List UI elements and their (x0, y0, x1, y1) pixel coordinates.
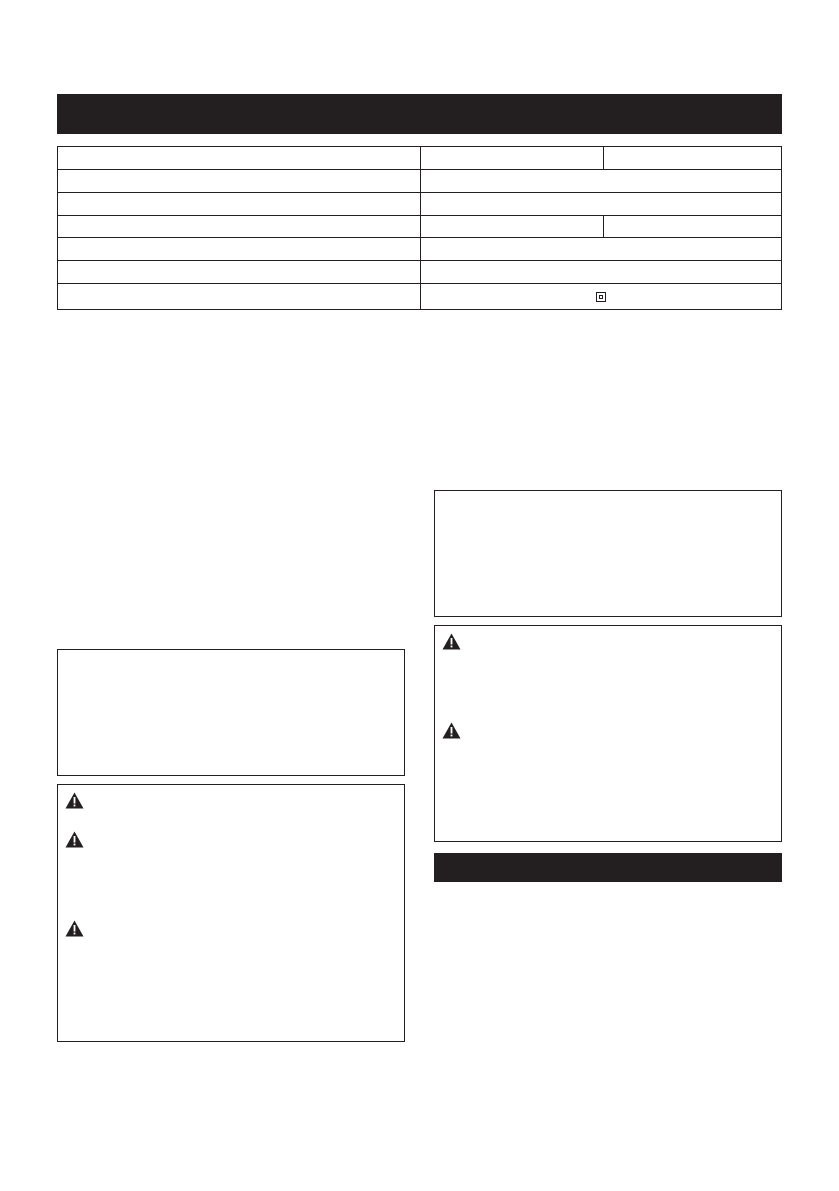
spec-value (421, 169, 782, 192)
double-insulation-icon (596, 292, 606, 302)
spec-label (58, 238, 421, 261)
table-row (58, 147, 782, 170)
spec-value-cell (421, 284, 782, 310)
warning-triangle-icon (442, 722, 461, 739)
spec-label (58, 284, 421, 310)
spec-label (58, 261, 421, 284)
section-header-bar (434, 853, 782, 882)
specification-table (57, 146, 782, 310)
right-warning-box (434, 625, 782, 842)
header-banner (57, 94, 782, 134)
right-notice-box (434, 490, 782, 617)
spec-label (58, 215, 421, 238)
warning-triangle-icon (65, 920, 84, 937)
left-notice-box (57, 649, 405, 776)
table-row (58, 238, 782, 261)
spec-value (421, 192, 782, 215)
spec-value (421, 261, 782, 284)
spec-value (604, 215, 782, 238)
spec-value (604, 147, 782, 170)
warning-triangle-icon (65, 792, 84, 809)
spec-label (58, 147, 421, 170)
table-row (58, 261, 782, 284)
spec-value (421, 238, 782, 261)
spec-label (58, 169, 421, 192)
left-warning-box (57, 784, 405, 1042)
table-row (58, 284, 782, 310)
warning-triangle-icon (442, 633, 461, 650)
spec-value (421, 147, 604, 170)
table-row (58, 192, 782, 215)
warning-triangle-icon (65, 831, 84, 848)
table-row (58, 215, 782, 238)
table-row (58, 169, 782, 192)
spec-value (421, 215, 604, 238)
spec-label (58, 192, 421, 215)
